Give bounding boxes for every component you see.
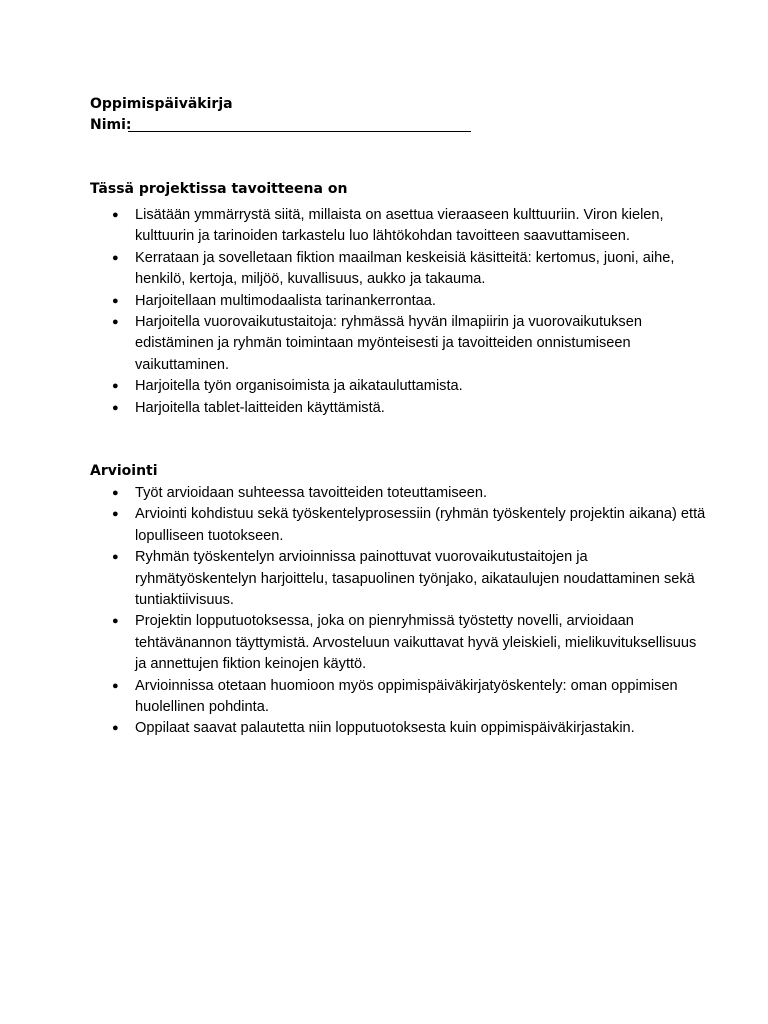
- bullet-icon: ●: [112, 316, 119, 329]
- bullet-icon: ●: [112, 251, 119, 264]
- bullet-icon: ●: [112, 551, 119, 564]
- bullet-icon: ●: [112, 294, 119, 307]
- list-item: ● Projektin lopputuotoksessa, joka on pienryhmissä työstetty novelli, arvioidaan tehtävänannon täyttymistä. Arvosteluun vaikuttavat hyvä yleiskieli, mielikuvituksellisuus ja annettujen fiktion keinojen käyttö.: [112, 613, 697, 673]
- list-item: ● Harjoitella työn organisoimista ja aikatauluttamista.: [90, 376, 710, 397]
- bullet-icon: ●: [112, 722, 119, 735]
- evaluation-heading: Arviointi: [90, 463, 158, 479]
- list-item: ● Harjoitellaan multimodaalista tarinankerrontaa.: [90, 291, 710, 312]
- bullet-icon: ●: [112, 380, 119, 393]
- list-item: ● Ryhmän työskentelyn arvioinnissa painottuvat vuorovaikutustaitojen ja ryhmätyöskentelyn harjoittelu, tasapuolinen työnjako, aikataulujen noudattaminen sekä tuntiaktiivisuus.: [112, 549, 695, 609]
- list-item: ● Harjoitella vuorovaikutustaitoja: ryhmässä hyvän ilmapiirin ja vuorovaikutuksen edistäminen ja ryhmän toimintaan myönteisesti ja tavoitteiden onnistumiseen vaikuttaminen.: [112, 314, 642, 373]
- evaluation-list: [90, 483, 710, 740]
- list-item: ● Arviointi kohdistuu sekä työskentelyprosessiin (ryhmän työskentely projektin aikana) että lopulliseen tuotokseen.: [112, 506, 706, 544]
- bullet-icon: ●: [112, 679, 119, 692]
- bullet-icon: ●: [112, 615, 119, 628]
- name-field-label: Nimi:: [90, 117, 132, 133]
- goals-list: [90, 205, 710, 419]
- bullet-icon: ●: [112, 508, 119, 521]
- list-item: ● Oppilaat saavat palautetta niin lopputuotoksesta kuin oppimispäiväkirjastakin.: [90, 718, 710, 739]
- document-title: Oppimispäiväkirja: [90, 96, 233, 112]
- goals-heading: Tässä projektissa tavoitteena on: [90, 181, 348, 197]
- bullet-icon: ●: [112, 401, 119, 414]
- list-item: ● Työt arvioidaan suhteessa tavoitteiden toteuttamiseen.: [90, 483, 710, 504]
- bullet-icon: ●: [112, 209, 119, 221]
- list-item: ● Harjoitella tablet-laitteiden käyttämistä.: [90, 398, 710, 419]
- list-item: ● Lisätään ymmärrystä siitä, millaista on asettua vieraaseen kulttuuriin. Viron kielen, kulttuurin ja tarinoiden tarkastelu luo lähtökohdan tavoitteen saavuttamiseen.: [112, 207, 664, 245]
- list-item: ● Arvioinnissa otetaan huomioon myös oppimispäiväkirjatyöskentely: oman oppimisen huolellinen pohdinta.: [112, 677, 678, 716]
- name-blank-line: [128, 131, 471, 132]
- list-item: ● Kerrataan ja sovelletaan fiktion maailman keskeisiä käsitteitä: kertomus, juoni, aihe, henkilö, kertoja, miljöö, kuvallisuus, aukko ja takauma.: [112, 249, 675, 288]
- bullet-icon: ●: [112, 487, 119, 499]
